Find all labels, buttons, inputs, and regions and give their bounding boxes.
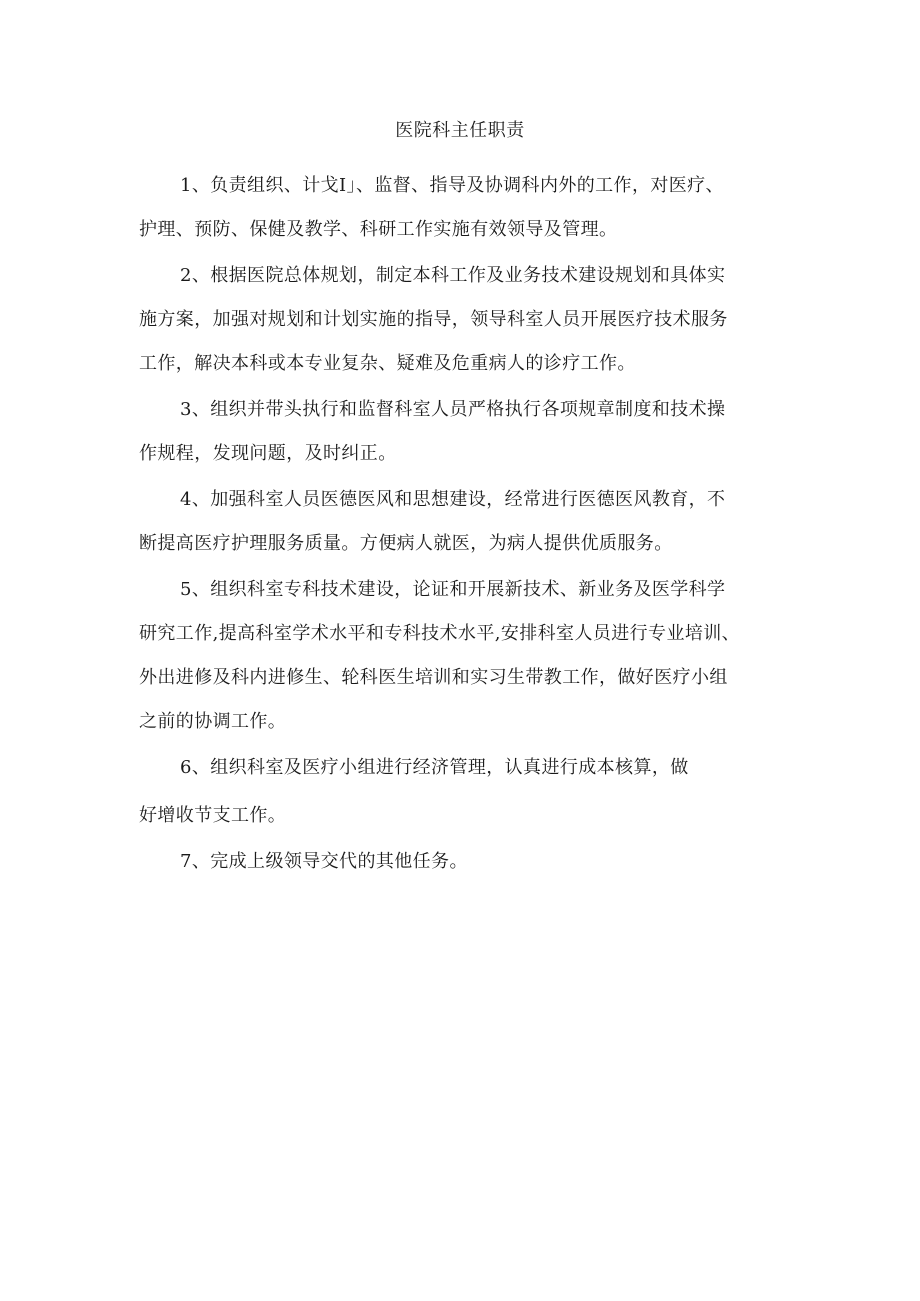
paragraph-line: 研究工作,提高科室学术水平和专科技术水平,安排科室人员进行专业培训、: [139, 623, 741, 644]
paragraph-line: 作规程，发现问题，及时纠正。: [139, 443, 397, 464]
paragraph-line: 之前的协调工作。: [139, 711, 287, 732]
paragraph-line: 7、完成上级领导交代的其他任务。: [180, 851, 468, 872]
document-title: 医院科主任职责: [395, 120, 525, 141]
paragraph-line: 3、组织并带头执行和监督科室人员严格执行各项规章制度和技术操: [180, 399, 726, 420]
paragraph-line: 6、组织科室及医疗小组进行经济管理，认真进行成本核算，做: [180, 757, 689, 778]
paragraph-line: 断提高医疗护理服务质量。方便病人就医，为病人提供优质服务。: [139, 533, 673, 554]
paragraph-line: 工作，解决本科或本专业复杂、疑难及危重病人的诊疗工作。: [139, 353, 636, 374]
paragraph-line: 外出进修及科内进修生、轮科医生培训和实习生带教工作，做好医疗小组: [139, 667, 728, 688]
paragraph-2: [139, 254, 799, 388]
paragraph-line: 2、根据医院总体规划，制定本科工作及业务技术建设规划和具体实: [180, 265, 726, 286]
paragraph-4: [139, 478, 799, 568]
paragraph-3: [139, 388, 799, 478]
document-body: [139, 164, 799, 884]
paragraph-line: 施方案，加强对规划和计划实施的指导，领导科室人员开展医疗技术服务: [139, 309, 728, 330]
paragraph-5: [139, 568, 799, 746]
paragraph-7: [139, 840, 799, 884]
paragraph-1: [139, 164, 799, 254]
paragraph-line: 护理、预防、保健及教学、科研工作实施有效领导及管理。: [139, 219, 618, 240]
paragraph-line: 1、负责组织、计戈I」、监督、指导及协调科内外的工作，对医疗、: [180, 175, 724, 196]
paragraph-line: 好增收节支工作。: [139, 805, 287, 826]
paragraph-line: 4、加强科室人员医德医风和思想建设，经常进行医德医风教育，不: [180, 489, 726, 510]
paragraph-6: [139, 746, 799, 840]
paragraph-line: 5、组织科室专科技术建设，论证和开展新技术、新业务及医学科学: [180, 579, 726, 600]
